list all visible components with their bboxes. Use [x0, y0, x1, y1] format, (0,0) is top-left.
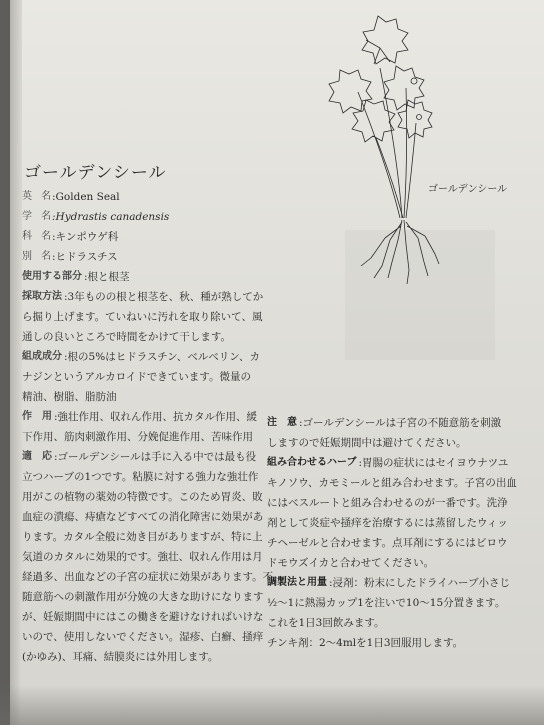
para-line: ります。カタル全般に効き目がありますが、特に上 [22, 531, 263, 543]
para-line: 立つハーブの1つです。粘膜に対する強力な強壮作 [22, 471, 259, 483]
para-line: キノソウ、カモミールと組み合わせます。子宮の出血 [267, 477, 517, 489]
goldenseal-illustration [318, 8, 440, 308]
entry-value: :Hydrastis canadensis [52, 211, 170, 223]
entry-english-name [22, 187, 250, 207]
para-line: 通しの良いところで時間をかけて干します。 [22, 331, 232, 343]
para-line: しますので妊娠期間中は避けてください。 [267, 437, 467, 449]
entry-family-name [22, 227, 250, 247]
para-line: :3年ものの根と根茎を、秋、種が熟してか [64, 291, 264, 303]
para-line: 下作用、筋肉刺激作用、分娩促進作用、苦味作用 [22, 431, 253, 443]
para-line: いので、使用しないでください。湿疹、白癬、掻痒 [22, 631, 264, 643]
page-title: ゴールデンシール [24, 163, 167, 183]
para-line: チヘーゼルと合わせます。点耳剤にするにはビロウ [267, 537, 508, 549]
para-line: 精油、樹脂、脂肪油 [22, 391, 117, 403]
page-shadow [0, 685, 544, 725]
para-label: 採取方法 [22, 291, 62, 302]
para-preparation [267, 573, 539, 653]
entry-scientific-name [22, 207, 250, 227]
para-parts-used [22, 267, 250, 287]
entry-alias [22, 247, 250, 267]
para-line: ナジンというアルカロイドできています。微量の [22, 371, 251, 383]
para-line: が、妊娠期間中にはこの働きを避けなければいけな [22, 611, 264, 623]
entry-value: :ヒドラスチス [52, 251, 118, 263]
para-label: 使用する部分 [22, 271, 82, 282]
para-label: 組み合わせるハーブ [267, 457, 357, 468]
entry-label: 学 名 [22, 211, 55, 222]
page-edge [0, 0, 10, 725]
para-line: :ゴールデンシールは子宮の不随意筋を刺激 [299, 417, 502, 429]
illustration-caption: ゴールデンシール [428, 184, 508, 195]
left-column [22, 187, 274, 667]
para-line: 剤として炎症や掻痒を治療するには蒸留したウィッ [267, 517, 508, 529]
para-line: ら掘り上げます。ていねいに汚れを取り除いて、風 [22, 311, 263, 323]
para-line: 経過多、出血などの子宮の症状に効果があります。不 [22, 571, 274, 583]
para-harvesting [22, 287, 264, 347]
para-line: :胃腸の症状にはセイヨウナツユ [358, 457, 509, 469]
para-constituents [22, 347, 260, 407]
para-label: 調製法と用量 [267, 577, 327, 588]
para-indications [22, 447, 274, 667]
para-line: にはベスルートと組み合わせるのが一番です。洗浄 [267, 497, 508, 509]
para-line: 随意筋への刺激作用が分娩の大きな助けになります [22, 591, 264, 603]
para-line: :強壮作用、収れん作用、抗カタル作用、緩 [54, 411, 258, 423]
para-line: ドモウズイカと合わせてください。 [267, 557, 435, 569]
para-line: :根の5%はヒドラスチン、ベルベリン、カ [64, 351, 260, 363]
entry-label: 科 名 [22, 231, 55, 242]
right-column [267, 413, 539, 653]
entry-value: :Golden Seal [52, 191, 120, 203]
entry-label: 別 名 [22, 251, 55, 262]
para-line: (かゆみ)、耳痛、結膜炎には外用します。 [22, 651, 219, 663]
para-label: 注 意 [267, 417, 297, 428]
para-caution [267, 413, 539, 453]
para-line: 血症の潰瘍、痔瘡などすべての消化障害に効果があ [22, 511, 264, 523]
entry-value: :キンポウゲ科 [52, 231, 119, 243]
para-line: 気道のカタルに効果的です。強壮、収れん作用は月 [22, 551, 263, 563]
entry-label: 英 名 [22, 191, 55, 202]
para-combinations [267, 453, 539, 573]
para-line: ½～1に熱湯カップ1を注いで10～15分置きます。 [267, 597, 506, 609]
para-actions [22, 407, 258, 447]
para-line: これを1日3回飲みます。 [267, 617, 385, 629]
para-line: チンキ剤：2～4mlを1日3回服用します。 [267, 637, 464, 649]
para-label: 組成成分 [22, 351, 62, 362]
para-line: :ゴールデンシールは手に入る中では最も役 [54, 451, 257, 463]
para-line: :浸剤：粉末にしたドライハーブ小さじ [329, 577, 510, 589]
para-line: 用がこの植物の薬効の特徴です。このため胃炎、敗 [22, 491, 263, 503]
para-line: :根と根茎 [84, 271, 130, 283]
para-label: 適 応 [22, 451, 52, 462]
para-label: 作 用 [22, 411, 52, 422]
